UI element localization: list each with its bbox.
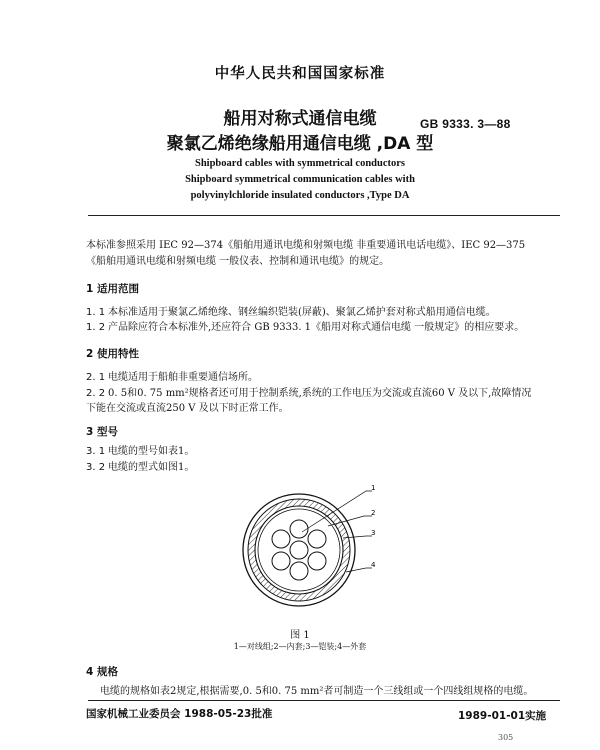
clause-text: 电缆的型式如图1。 xyxy=(108,462,195,473)
header-divider xyxy=(88,215,560,216)
clause-2-2 xyxy=(86,386,564,401)
section-2-heading: 2 使用特性 xyxy=(86,348,139,360)
clause-text: 0. 5和0. 75 mm²规格者还可用于控制系统,系统的工作电压为交流或直流60 V 及以下,故障情况 xyxy=(108,388,532,399)
figure-label-1: 1 xyxy=(371,484,376,492)
clause-1-2 xyxy=(86,320,564,335)
clause-3-2 xyxy=(86,460,564,475)
title-cn-line-1: 船用对称式通信电缆 xyxy=(223,109,377,129)
title-en-line-2: Shipboard symmetrical communication cables with xyxy=(185,174,415,185)
clause-number: 1. 1 xyxy=(86,307,106,318)
conductor xyxy=(290,562,308,580)
section-3-heading: 3 型号 xyxy=(86,426,118,438)
intro-line-2: 《船舶用通讯电缆和射频电缆 一般仪表、控制和通讯电缆》的规定。 xyxy=(86,256,390,267)
cable-cross-section-figure xyxy=(230,478,390,618)
page-number: 305 xyxy=(498,733,514,742)
conductor xyxy=(272,552,290,570)
clause-number: 3. 2 xyxy=(86,462,106,473)
section-4-text: 电缆的规格如表2规定,根据需要,0. 5和0. 75 mm²者可制造一个三线组或一个四线组规格的电缆。 xyxy=(100,686,534,697)
intro-line-1: 本标准参照采用 IEC 92—374《船舶用通讯电缆和射频电缆 非重要通讯电话电缆》、IEC 92—375 xyxy=(86,240,526,251)
figure-label-2: 2 xyxy=(371,509,376,517)
clause-2-1 xyxy=(86,370,564,385)
conductor xyxy=(308,552,326,570)
national-standard-heading: 中华人民共和国国家标准 xyxy=(214,66,386,82)
footer-divider xyxy=(88,700,560,701)
clause-number: 2. 1 xyxy=(86,372,106,383)
figure-legend: 1—对线组;2—内套;3—铠装;4—外套 xyxy=(233,642,367,651)
clause-text: 产品除应符合本标准外,还应符合 GB 9333. 1《船用对称式通信电缆 一般规定》的相应要求。 xyxy=(108,322,525,333)
conductor-center xyxy=(290,541,308,559)
figure-caption: 图 1 xyxy=(290,630,310,641)
standard-number: GB 9333. 3—88 xyxy=(420,117,511,131)
conductor xyxy=(272,530,290,548)
figure-label-4: 4 xyxy=(371,561,376,569)
clause-1-1 xyxy=(86,305,564,320)
approval-date: 国家机械工业委员会 1988-05-23批准 xyxy=(86,708,273,720)
title-cn-line-2: 聚氯乙烯绝缘船用通信电缆 ,DA 型 xyxy=(166,134,434,154)
clause-text: 电缆的型号如表1。 xyxy=(108,446,195,457)
clause-number: 1. 2 xyxy=(86,322,106,333)
figure-label-3: 3 xyxy=(371,529,376,537)
title-en-line-3: polyvinylchloride insulated conductors ,Type DA xyxy=(190,190,410,201)
effective-date: 1989-01-01实施 xyxy=(458,710,547,722)
clause-2-2-continued: 下能在交流或直流250 V 及以下时正常工作。 xyxy=(86,403,289,414)
clause-number: 3. 1 xyxy=(86,446,106,457)
conductor xyxy=(290,520,308,538)
clause-3-1 xyxy=(86,444,564,459)
section-4-heading: 4 规格 xyxy=(86,666,118,678)
conductor xyxy=(308,530,326,548)
clause-text: 本标准适用于聚氯乙烯绝缘、钢丝编织铠装(屏蔽)、聚氯乙烯护套对称式船用通信电缆。 xyxy=(108,307,496,318)
section-1-heading: 1 适用范围 xyxy=(86,283,139,295)
clause-text: 电缆适用于船舶非重要通信场所。 xyxy=(108,372,258,383)
clause-number: 2. 2 xyxy=(86,388,106,399)
title-en-line-1: Shipboard cables with symmetrical conductors xyxy=(195,158,405,169)
